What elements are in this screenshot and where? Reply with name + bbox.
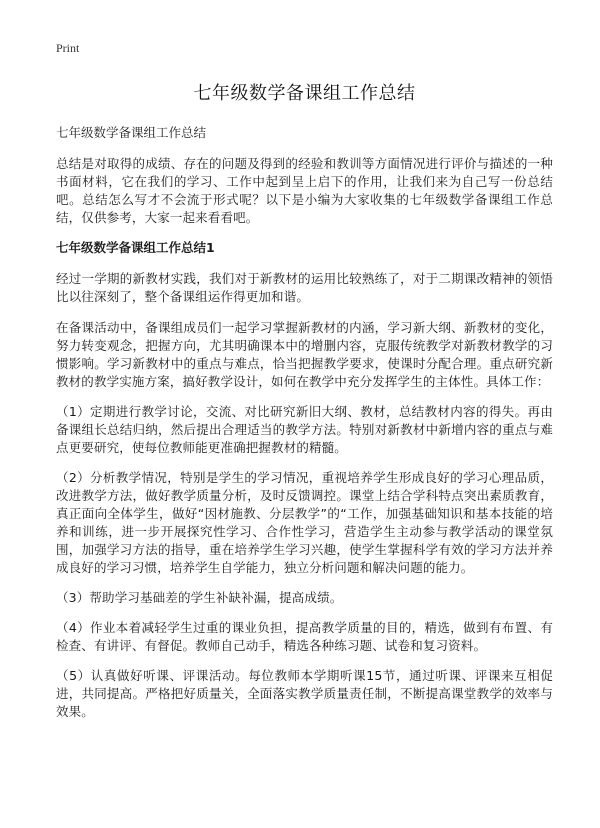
work-item: （5）认真做好听课、评课活动。每位教师本学期听课15节，通过听课、评课来互相促进，共同提高。严格把好质量关，全面落实教学质量责任制，不断提高课堂教学的效率与效果。 (56, 668, 553, 719)
intro-paragraph: 总结是对取得的成绩、存在的问题及得到的经验和教训等方面情况进行评价与描述的一种书面材料，它在我们的学习、工作中起到呈上启下的作用，让我们来为自己写一份总结吧。总结怎么写才不会流于形式呢？以下是小编为大家收集的七年级数学备课组工作总结，仅供参考，大家一起来看看吧。 (56, 156, 553, 225)
section-heading: 七年级数学备课组工作总结1 (56, 240, 215, 255)
document-subtitle: 七年级数学备课组工作总结 (56, 125, 207, 140)
document-title: 七年级数学备课组工作总结 (193, 83, 416, 104)
body-paragraph: 在备课活动中，备课组成员们一起学习掌握新教材的内涵，学习新大纲、新教材的变化，努力转变观念，把握方向，尤其明确课本中的增删内容，克服传统教学对新教材教学的习惯影响。学习新教材中的重点与难点，恰当把握教学要求，使课时分配合理。重点研究新教材的教学实施方案，搞好教学设计，如何在教学中充分发挥学生的主体性。具体工作： (56, 320, 553, 389)
document-page (56, 40, 553, 721)
work-item: （1）定期进行教学讨论，交流、对比研究新旧大纲、教材，总结教材内容的得失。再由备课组长总结归纳，然后提出合理适当的教学方法。特别对新教材中新增内容的重点与难点更要研究，使每位教师能更准确把握教材的精髓。 (56, 404, 553, 455)
print-label: Print (56, 41, 80, 55)
work-item: （2）分析教学情况，特别是学生的学习情况，重视培养学生形成良好的学习心理品质，改进教学方法，做好教学质量分析，及时反馈调控。课堂上结合学科特点突出素质教育，真正面向全体学生，做好“因材施教、分层教学”的“工作，加强基础知识和基本技能的培养和训练，进一步开展探究性学习、合作性学习，营造学生主动参与教学活动的课堂氛围，加强学习方法的指导，重在培养学生学习兴趣，使学生掌握科学有效的学习方法并养成良好的学习习惯，培养学生自学能力，独立分析问题和解决问题的能力。 (56, 470, 553, 575)
work-item: （4）作业本着减轻学生过重的课业负担，提高教学质量的目的，精选，做到有布置、有检查、有讲评、有督促。教师自己动手，精选各种练习题、试卷和复习资料。 (56, 620, 553, 653)
body-paragraph: 经过一学期的新教材实践，我们对于新教材的运用比较熟练了，对于二期课改精神的领悟比以往深刻了，整个备课组运作得更加和谐。 (56, 271, 553, 304)
work-item: （3）帮助学习基础差的学生补缺补漏，提高成绩。 (56, 590, 343, 605)
